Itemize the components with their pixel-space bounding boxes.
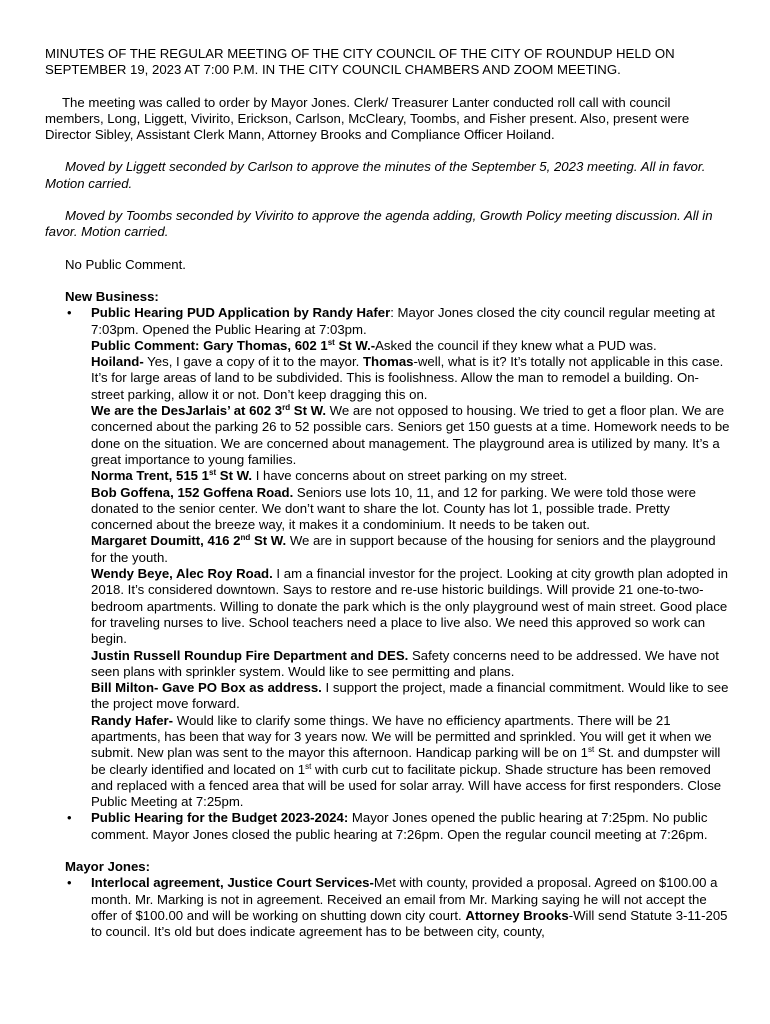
comment-desjarlais-sup: rd — [282, 403, 291, 413]
comment-doumitt — [91, 533, 730, 566]
budget-hearing-text: Mayor Jones opened the public hearing at 7:25pm. No public comment. Mayor Jones closed the public hearing at 7:26pm. Open the regular council meeting at 7:26pm. — [91, 810, 708, 842]
comment-russell-label: Justin Russell Roundup Fire Department and DES. — [91, 647, 409, 663]
comment-thomas-text: Asked the council if they knew what a PUD was. — [375, 337, 657, 353]
comment-hafer — [91, 713, 730, 811]
interlocal-text-b: -Will send Statute 3-11-205 to council. It’s old but does indicate agreement has to be between city, county, — [91, 907, 728, 940]
call-to-order-paragraph: The meeting was called to order by Mayor Jones. Clerk/ Treasurer Lanter conducted roll call with council members, Long, Liggett, Vivirito, Erickson, Carlson, McCleary, Toombs, and Fisher present. Also, present were Director Sibley, Assistant Clerk Mann, Attorney Brooks and Compliance Officer Hoiland. — [45, 94, 690, 143]
pud-hearing-item — [45, 305, 730, 810]
pud-hearing-title: Public Hearing PUD Application by Randy Hafer — [91, 305, 391, 321]
bullet-icon: • — [67, 875, 72, 891]
minutes-document — [45, 46, 730, 941]
budget-hearing-item — [45, 810, 730, 843]
comment-thomas-label-a: Public Comment: Gary Thomas, 602 1 — [91, 337, 328, 353]
comment-russell — [91, 648, 730, 681]
comment-hoiland-label: Hoiland- — [91, 354, 144, 370]
comment-beye-label: Wendy Beye, Alec Roy Road. — [91, 566, 273, 582]
comment-doumitt-label-a: Margaret Doumitt, 416 2 — [91, 533, 241, 549]
comment-hafer-text-c: with curb cut to facilitate pickup. Shade structure has been removed and replaced with a fenced area that will be used for solar array. Will have access for first responders. Close Public Meeting at 7:25pm. — [91, 761, 722, 810]
new-business-title: New Business: — [65, 288, 159, 304]
comment-hoiland-text: Yes, I gave a copy of it to the mayor. — [143, 354, 363, 370]
comment-milton-label: Bill Milton- Gave PO Box as address. — [91, 680, 322, 696]
comment-desjarlais-label-b: St W. — [290, 403, 327, 419]
comment-hafer-sup2: st — [305, 761, 312, 771]
comment-thomas-sup: st — [327, 337, 335, 347]
comment-hafer-text-a: Would like to clarify some things. We have no efficiency apartments. There will be 21 apartments, has been that way for 3 years now. We will be permitted and sprinkled. You will get it when we submit. New plan was sent to the mayor this afternoon. Handicap parking will be on 1 — [91, 712, 712, 761]
comment-thomas2-text: -well, what is it? It’s totally not applicable in this case. It’s for large areas of land to be subdivided. This is foolishness. Allow the man to remodel a building. On-street parking, allow it or not. Don’t keep dragging this on. — [91, 354, 724, 402]
comment-doumitt-label-b: St W. — [250, 533, 287, 549]
comment-milton — [91, 680, 730, 713]
interlocal-title: Interlocal agreement, Justice Court Services- — [91, 875, 374, 891]
comment-thomas-label — [91, 338, 375, 353]
comment-doumitt-text: We are in support because of the housing for seniors and the playground for the youth. — [91, 533, 716, 565]
pud-hearing-text: : Mayor Jones closed the city council regular meeting at 7:03pm. Opened the Public Hearing at 7:03pm. — [91, 305, 715, 337]
comment-desjarlais-label-a: We are the DesJarlais’ at 602 3 — [91, 403, 283, 419]
comment-thomas2-label: Thomas — [362, 354, 414, 370]
budget-hearing-paragraph — [91, 810, 730, 843]
comment-thomas-label-b: St W.- — [334, 337, 376, 353]
comment-hafer-text-b: St. and dumpster will be clearly identified and located on 1 — [91, 745, 721, 777]
mayor-jones-title: Mayor Jones: — [65, 859, 151, 875]
comment-trent-label-b: St W. — [216, 468, 253, 484]
interlocal-text-a: Met with county, provided a proposal. Agreed on $100.00 a month. Mr. Marking is not in agreement. Received an email from Mr. Marking saying he will not accept the offer of $100.00 and will be working on shutting down city court. — [91, 875, 718, 923]
attorney-brooks-label: Attorney Brooks — [465, 907, 569, 923]
budget-hearing-title: Public Hearing for the Budget 2023-2024: — [91, 810, 349, 826]
comment-beye-text: I am a financial investor for the project. Looking at city growth plan adopted in 2018. It’s considered downtown. Says to restore and re-use historic buildings. Will provide 21 one-to-two-bedroom apartments. Willing to donate the park which is the only playground west of main street. Good place for traveling nurses to live. School teachers need a place to live also. We need this approved so work can begin. — [91, 566, 728, 647]
comment-russell-text: Safety concerns need to be addressed. We have not seen plans with sprinkler system. Would like to see permitting and plans. — [91, 647, 719, 679]
interlocal-item — [45, 875, 730, 940]
comment-hafer-sup1: st — [588, 745, 595, 755]
comment-goffena-label: Bob Goffena, 152 Goffena Road. — [91, 484, 294, 500]
interlocal-paragraph — [91, 875, 730, 940]
comment-goffena — [91, 485, 730, 534]
comment-milton-text: I support the project, made a financial commitment. Would like to see the project move forward. — [91, 680, 729, 712]
pud-hearing-intro — [91, 305, 730, 338]
comment-trent-sup: st — [209, 468, 217, 478]
comment-trent-label — [91, 468, 252, 483]
comment-desjarlais-label — [91, 403, 326, 418]
comment-trent — [91, 468, 730, 484]
comment-goffena-text: Seniors use lots 10, 11, and 12 for parking. We were told those were donated to the senior center. We don’t want to share the lot. County has lot 1, possible trade. Pretty concerned about the breeze way, it makes it a condominium. It needs to be taken out. — [91, 484, 696, 533]
comment-desjarlais — [91, 403, 730, 468]
motion-agenda-approval: Moved by Toombs seconded by Vivirito to approve the agenda adding, Growth Policy meeting discussion. All in favor. Motion carried. — [45, 208, 713, 240]
bullet-icon: • — [67, 810, 72, 826]
comment-doumitt-label — [91, 533, 286, 548]
comment-hoiland — [91, 354, 730, 403]
comment-beye — [91, 566, 730, 647]
section-gap — [45, 843, 730, 859]
comment-doumitt-sup: nd — [240, 533, 251, 543]
document-heading: MINUTES OF THE REGULAR MEETING OF THE CITY COUNCIL OF THE CITY OF ROUNDUP HELD ON SEPTEMBER 19, 2023 AT 7:00 P.M. IN THE CITY COUNCIL CHAMBERS AND ZOOM MEETING. — [45, 46, 675, 78]
comment-trent-label-a: Norma Trent, 515 1 — [91, 468, 210, 484]
bullet-icon: • — [67, 305, 72, 321]
no-public-comment: No Public Comment. — [65, 256, 186, 272]
comment-hafer-label: Randy Hafer- — [91, 712, 174, 728]
comment-thomas — [91, 338, 730, 354]
comment-trent-text: I have concerns about on street parking on my street. — [252, 468, 568, 484]
motion-minutes-approval: Moved by Liggett seconded by Carlson to approve the minutes of the September 5, 2023 meeting. All in favor. Motion carried. — [45, 159, 706, 191]
comment-desjarlais-text: We are not opposed to housing. We tried to get a floor plan. We are concerned about the parking 26 to 52 possible cars. Seniors get 150 guests at a time. Homework needs to be done on the situation. We are concerned about management. The playground area is utilized by many. It’s a great importance to young families. — [91, 403, 730, 467]
